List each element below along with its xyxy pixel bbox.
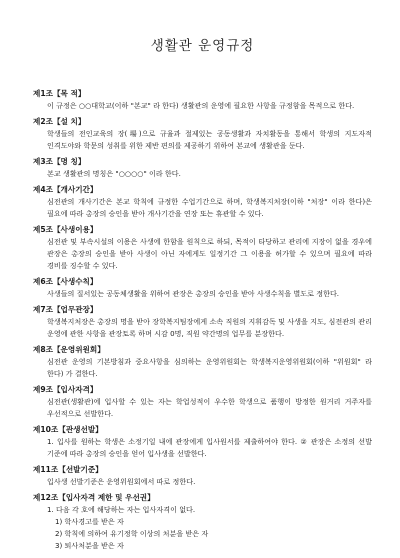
article-1 <box>33 88 372 112</box>
document-title: 생활관 운영규정 <box>150 38 255 54</box>
article-body: 입사생 선발기준은 운영위원회에서 따로 정한다. <box>47 477 196 486</box>
article-6 <box>33 276 372 300</box>
article-body: 학생들의 전인교육의 장(場)으로 규율과 절제있는 공동생활과 자치활동을 통해서 학생의 지도자적 인격도야와 학문의 성취를 위한 제반 편의를 제공하기 위하여 본교에 생활관을 둔다. <box>47 129 372 150</box>
article-body: 학생복지처장은 총장의 명을 받아 장학복지팀장에게 소속 직원의 지휘감독 및 사생을 지도, 심전관의 관리 운영에 관한 사항을 관장토록 하며 시감 0명, 직원 약간명의 업무를 분장한다. <box>47 317 372 338</box>
article-heading: 제2조【설 치】 <box>33 117 86 126</box>
sub-item: 2) 학칙에 의하여 유기정학 이상의 처분을 받은 자 <box>55 529 209 538</box>
article-body: 1. 입사를 원하는 학생은 소정기일 내에 관장에게 입사원서를 제출하여야 한다. ② 관장은 소정의 선발 기준에 따라 총장의 승인을 얻어 입사생을 선발한다. <box>47 437 372 458</box>
article-body: 이 규정은 ○○대학교(이하 "본교" 라 한다) 생활관의 운영에 필요한 사항을 규정함을 목적으로 한다. <box>47 101 355 110</box>
article-heading: 제7조【업무관장】 <box>33 305 98 314</box>
article-8 <box>33 344 372 380</box>
article-heading: 제11조【선발기준】 <box>33 465 103 474</box>
sub-item: 3) 퇴사처분을 받은 자 <box>55 541 124 550</box>
article-heading: 제12조【입사자격 제한 및 우선권】 <box>33 493 155 502</box>
article-4 <box>33 184 372 220</box>
article-heading: 제10조【관생선발】 <box>33 425 103 434</box>
article-body: 심전관의 개사기간은 본교 학칙에 규정한 수업기간으로 하며, 학생복지처장(이하 "처장" 이라 한다)은 필요에 따라 총장의 승인을 받아 개사기간을 연장 또는 휴관할 수 있다. <box>47 197 372 218</box>
article-body: 본교 생활관의 명칭은 "○○○○" 이라 한다. <box>47 169 181 178</box>
article-10 <box>33 424 372 460</box>
article-5 <box>33 224 372 272</box>
article-3 <box>33 156 372 180</box>
article-heading: 제6조【사생수칙】 <box>33 277 98 286</box>
article-body: 심전관(생활관)에 입사할 수 있는 자는 학업성적이 우수한 학생으로 품행이 방정한 원거리 거주자를 우선적으로 선발한다. <box>47 397 372 418</box>
article-body: 심전관 및 부속시설의 이용은 사생에 한함을 원칙으로 하되, 목적이 타당하고 관리에 지장이 없을 경우에 관장은 총장의 승인을 받아 사생이 아닌 자에게도 일정기간 그 이용을 허가할 수 있으며 필요에 따라 경비를 징수할 수 있다. <box>47 237 372 270</box>
article-heading: 제4조【개사기간】 <box>33 185 98 194</box>
article-body: 심전관 운영의 기본방침과 중요사항을 심의하는 운영위원회는 학생복지운영위원회(이하 "위원회" 라 한다) 가 결한다. <box>47 357 372 378</box>
article-heading: 제5조【사생이용】 <box>33 225 98 234</box>
article-body: 1. 다음 각 호에 해당하는 자는 입사자격이 없다. <box>47 505 196 514</box>
sub-item: 1) 학사경고를 받은 자 <box>55 517 124 526</box>
article-heading: 제1조【목 적】 <box>33 89 86 98</box>
article-12 <box>33 492 372 552</box>
article-11 <box>33 464 372 488</box>
article-heading: 제9조【입사자격】 <box>33 385 98 394</box>
article-2 <box>33 116 372 152</box>
article-heading: 제8조【운영위원회】 <box>33 345 105 354</box>
article-9 <box>33 384 372 420</box>
article-heading: 제3조【명 칭】 <box>33 157 86 166</box>
article-7 <box>33 304 372 340</box>
article-body: 사생들의 질서있는 공동체생활을 위하여 관장은 총장의 승인을 받아 사생수칙을 별도로 정한다. <box>47 289 340 298</box>
